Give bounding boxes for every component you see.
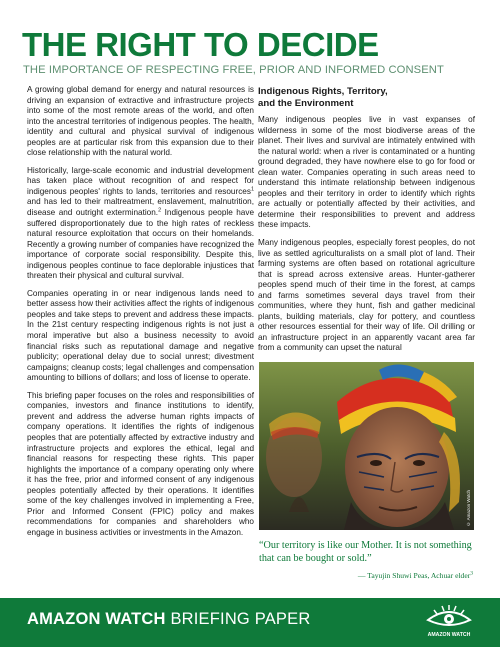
page-subtitle: THE IMPORTANCE OF RESPECTING FREE, PRIOR AND INFORMED CONSENT (23, 64, 444, 76)
photo-credit: © Amazon Watch (466, 489, 471, 526)
history-text-c: Indigenous people have suffered disproportionately due to the high rates of reckless natural resource exploitation that occurs on their homelands. Recently a growing number of companies have recognized the importance of corporate social responsibility. Despite this, indigenous peoples continue to face deplorable injustices that threaten their physical and cultural survival. (27, 208, 254, 281)
history-text-a: Historically, large-scale economic and industrial development has taken place without recognition of and respect for indigenous peoples' rights to lands, territories and resources (27, 165, 254, 196)
quote-attribution (259, 571, 473, 580)
section-heading (258, 86, 475, 109)
footnote-ref-1: 1 (250, 186, 254, 193)
right-column (258, 86, 475, 361)
pull-quote: “Our territory is like our Mother. It is not something that can be bought or sold.” (259, 540, 472, 564)
footnote-ref-2: 2 (158, 207, 162, 214)
page-title: THE RIGHT TO DECIDE (22, 26, 379, 63)
section-heading-line1: Indigenous Rights, Territory, (258, 86, 388, 97)
left-column (27, 85, 254, 545)
briefing-paragraph: This briefing paper focuses on the roles and responsibilities of companies, investors and finance institutions to identify, prevent and address the adverse human rights impacts of company operations. It identifies the rights of indigenous peoples that are potentially affected by extractive industry and infrastructure projects and explores the ethical, legal and financial reasons for respecting these rights. This paper highlights the importance of a company operating only where it has the free, prior and informed consent of any indigenous peoples potentially affected by their operations. It identifies some of the key challenges involved in implementing a Free, Prior and Informed Consent (FPIC) policy and makes recommendations for companies and shareholders who engage in business activities or investments in the Amazon. (27, 390, 254, 537)
history-text-b: and has led to their maltreatment, enslavement, malnutrition, disease and outright extermination. (27, 197, 254, 218)
attribution-text: — Tayujin Shuwi Peas, Achuar elder (357, 571, 471, 580)
eye-logo-icon (420, 602, 478, 632)
wilderness-paragraph: Many indigenous peoples live in vast expanses of wilderness in some of the most biodiverse areas of the planet. Their lives and survival are intimately entwined with the natural world: when a river is contaminated or a hunting ground degraded, they have nowhere else to go for food or clean water. Companies operating in such areas need to understand this intimate relationship between indigenous peoples and their territory in order to identify which rights are actually or potentially affected by their activities, and determine their responsibilities to prevent and address these impacts. (258, 115, 475, 230)
amazon-watch-logo (420, 602, 478, 643)
companies-paragraph: Companies operating in or near indigenous lands need to better assess how their activities affect the rights of indigenous peoples and take steps to prevent and address these impacts. In the 21st century respecting indigenous rights is not just a moral imperative but also a business necessity to avoid financial risks such as reputational damage and negative publicity; operational delay due to social unrest; divestment campaigns; cleanup costs; legal challenges and compensation amounting to billions of dollars; and loss of license to operate. (27, 288, 254, 383)
indigenous-elder-photo (259, 362, 474, 530)
footer-banner (0, 598, 500, 647)
logo-label: AMAZON WATCH (427, 632, 471, 638)
footnote-ref-3: 3 (470, 570, 473, 577)
footer-brand: AMAZON WATCH (27, 610, 166, 628)
history-paragraph (27, 166, 254, 282)
section-heading-line2: and the Environment (258, 97, 354, 109)
footer-label: BRIEFING PAPER (165, 610, 311, 628)
footer-title (27, 610, 310, 629)
elder-portrait-illustration (259, 362, 474, 530)
intro-paragraph: A growing global demand for energy and natural resources is driving an expansion of extractive and infrastructure projects into some of the most remote areas of the world, and often into the ancestral territories of indigenous peoples. The health, identity and cultural and physical survival of indigenous peoples are at particular risk from this expansion due to their close relationship with the natural world. (27, 85, 254, 158)
forest-peoples-paragraph: Many indigenous peoples, especially forest peoples, do not live as settled agriculturalists on a small plot of land. Their farming systems are often based on rotational agriculture that is spread across extensive areas. Hunter-gatherer peoples spend much of their time in the forest, at camps and farms sometimes several days travel from their communities, where they hunt, fish and gather medicinal plants, building materials, clay for pottery, and countless other resources essential for their way of life. Oil drilling or an infrastructure project in an apparently vacant area far from a community can upset the natural (258, 238, 475, 353)
